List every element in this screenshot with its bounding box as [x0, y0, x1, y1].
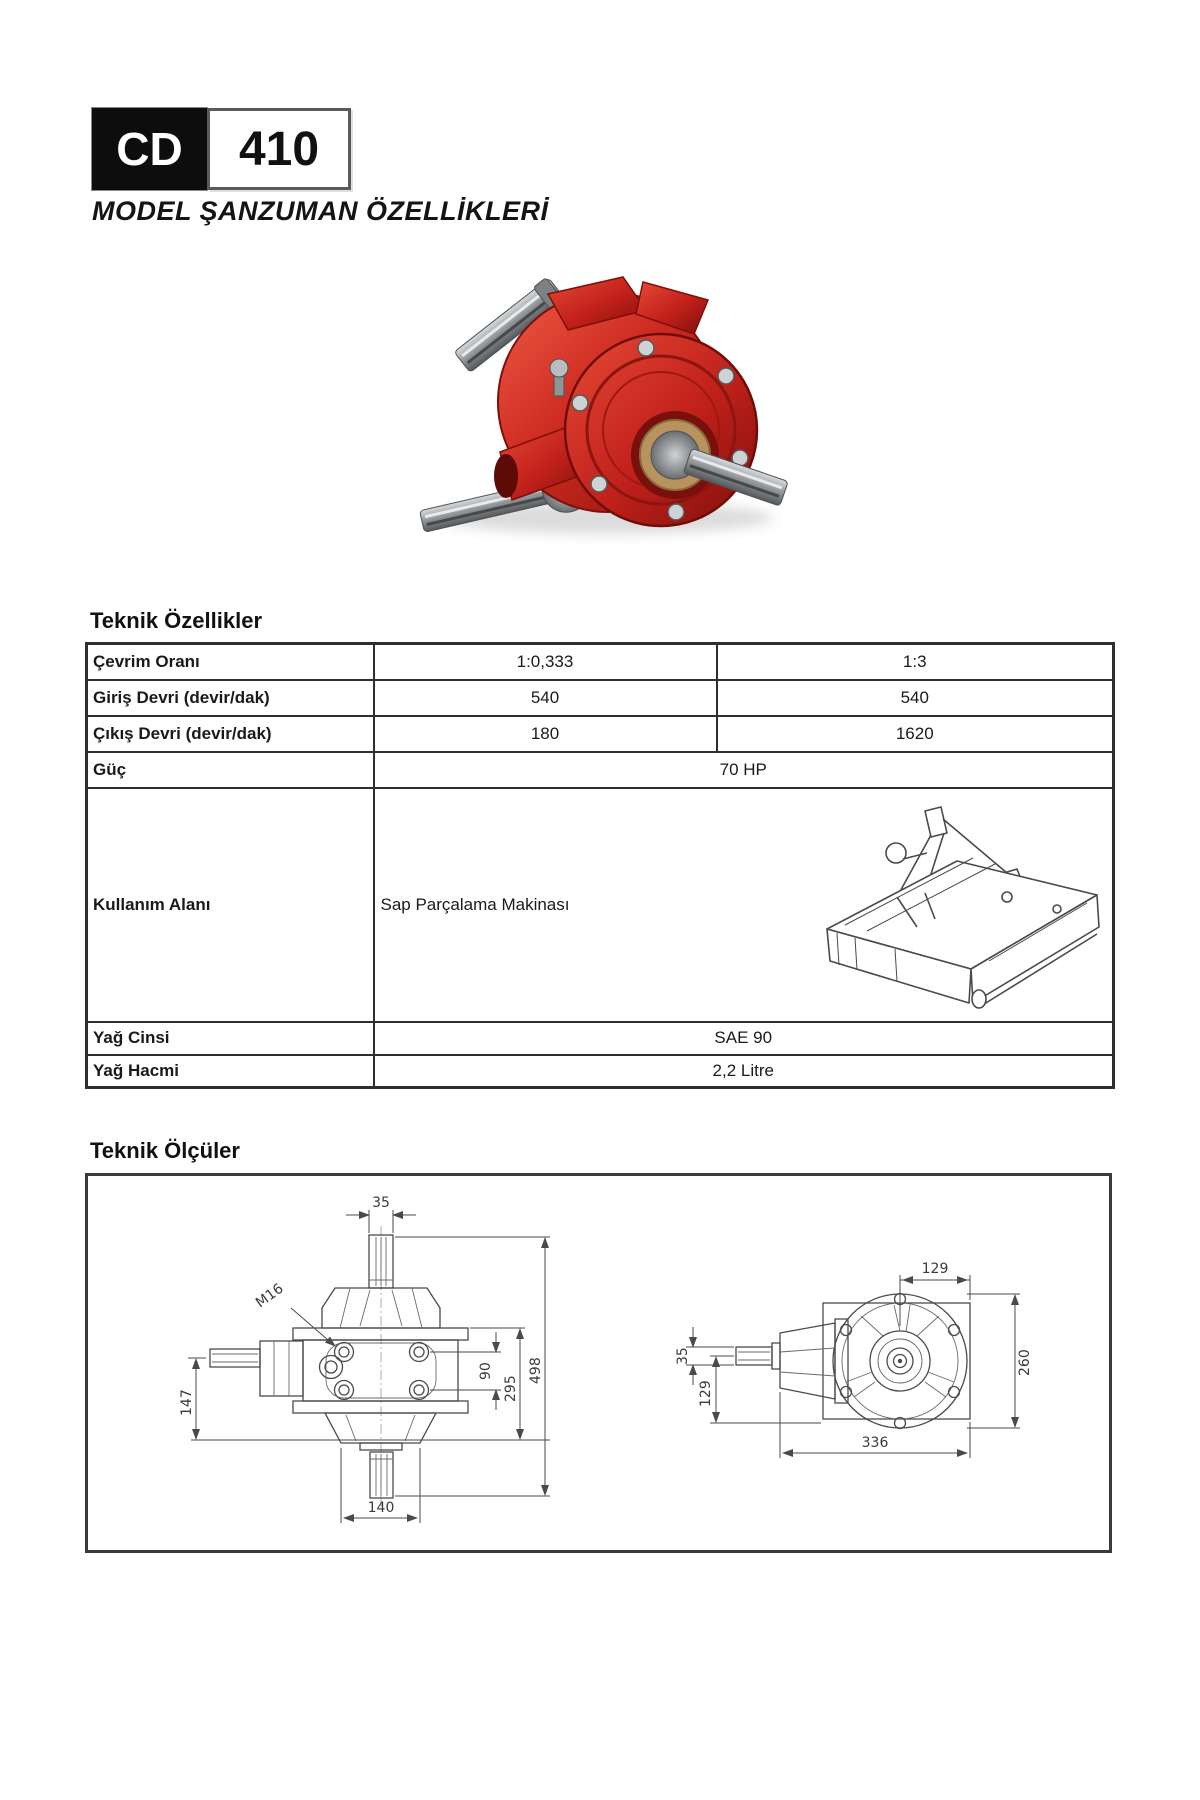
- table-row: [87, 752, 1114, 788]
- series-code: CD: [92, 108, 207, 190]
- dims-heading: Teknik Ölçüler: [90, 1138, 240, 1163]
- row-label: Giriş Devri (devir/dak): [87, 680, 374, 716]
- row-label: Kullanım Alanı: [87, 788, 374, 1022]
- svg-text:90: 90: [478, 1362, 494, 1380]
- row-value: 70 HP: [374, 752, 1114, 788]
- product-image-gearbox: [408, 252, 798, 547]
- dimensions-panel: [85, 1173, 1112, 1553]
- svg-text:M16: M16: [252, 1280, 287, 1312]
- specs-table: [85, 642, 1115, 1089]
- svg-text:336: 336: [861, 1435, 889, 1451]
- row-value-1: 180: [374, 716, 717, 752]
- model-badge: [92, 108, 351, 190]
- row-value-2: 1:3: [717, 644, 1114, 680]
- dim-side-top-width: [900, 1261, 970, 1326]
- usage-value: Sap Parçalama Makinası: [380, 894, 570, 914]
- dim-side-shaft-offset: [698, 1356, 821, 1423]
- row-label: Çıkış Devri (devir/dak): [87, 716, 374, 752]
- row-value: SAE 90: [374, 1022, 1114, 1055]
- model-number: 410: [207, 108, 351, 190]
- row-value: 2,2 Litre: [374, 1055, 1114, 1088]
- dim-front-body-height: [470, 1328, 525, 1439]
- svg-text:35: 35: [372, 1195, 390, 1211]
- table-row: [87, 716, 1114, 752]
- svg-text:129: 129: [698, 1380, 714, 1407]
- page-title: MODEL ŞANZUMAN ÖZELLİKLERİ: [92, 196, 549, 226]
- svg-text:260: 260: [1017, 1349, 1033, 1376]
- table-row: [87, 1022, 1114, 1055]
- side-view: [675, 1261, 1033, 1458]
- svg-text:35: 35: [675, 1347, 691, 1365]
- table-row: [87, 1055, 1114, 1088]
- row-value-1: 540: [374, 680, 717, 716]
- table-row: [87, 680, 1114, 716]
- usage-machine-drawing: [775, 801, 1105, 1009]
- row-label: Çevrim Oranı: [87, 644, 374, 680]
- row-value-2: 540: [717, 680, 1114, 716]
- dim-side-flange-height: [967, 1294, 1033, 1428]
- row-label: Yağ Cinsi: [87, 1022, 374, 1055]
- svg-text:147: 147: [179, 1389, 195, 1416]
- table-row-usage: [87, 788, 1114, 1022]
- dim-front-left-height: [179, 1358, 550, 1440]
- row-label: Yağ Hacmi: [87, 1055, 374, 1088]
- svg-text:140: 140: [367, 1500, 395, 1516]
- row-label: Güç: [87, 752, 374, 788]
- dim-front-total-height: [395, 1237, 550, 1496]
- svg-text:295: 295: [503, 1375, 519, 1402]
- svg-text:129: 129: [921, 1261, 949, 1277]
- table-row: [87, 644, 1114, 680]
- front-view: [179, 1195, 550, 1523]
- row-value-2: 1620: [717, 716, 1114, 752]
- dim-front-bolt-span: [430, 1332, 501, 1410]
- row-value-1: 1:0,333: [374, 644, 717, 680]
- specs-heading: Teknik Özellikler: [90, 608, 263, 633]
- dim-front-thread-label: [253, 1281, 335, 1346]
- svg-text:498: 498: [528, 1357, 544, 1384]
- technical-drawing: [88, 1176, 1109, 1550]
